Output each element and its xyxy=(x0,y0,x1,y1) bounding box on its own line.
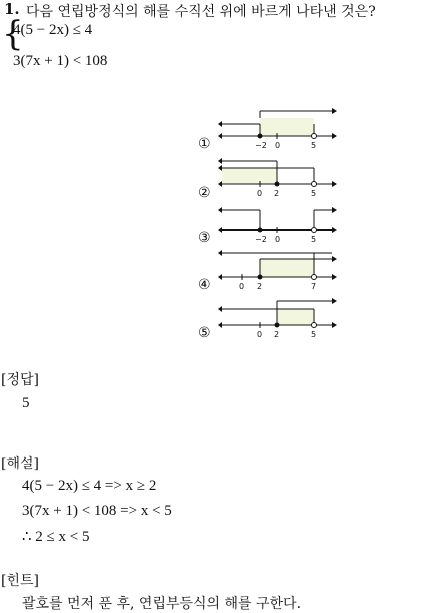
explanation-line-3: ∴ 2 ≤ x < 5 xyxy=(22,529,90,545)
choice-5-tick-c: 5 xyxy=(311,330,317,339)
answer-label: [정답] xyxy=(1,372,39,388)
choice-4-tick-b: 2 xyxy=(257,282,263,291)
choice-1-tick-a: −2 xyxy=(255,141,267,150)
choice-2-number-line xyxy=(218,154,338,204)
choice-5-tick-b: 2 xyxy=(274,330,280,339)
choice-4-tick-a: 0 xyxy=(239,282,245,291)
choice-4-marker: ④ xyxy=(198,277,211,293)
choice-2-tick-a: 0 xyxy=(257,189,263,198)
inequality-1: 4(5 − 2x) ≤ 4 xyxy=(13,22,93,38)
choice-5-tick-a: 0 xyxy=(257,330,263,339)
hint-label: [힌트] xyxy=(1,573,39,589)
choice-2-marker: ② xyxy=(198,185,211,201)
inequality-2: 3(7x + 1) < 108 xyxy=(13,53,108,69)
choice-3-tick-c: 5 xyxy=(311,235,317,244)
choice-3-marker: ③ xyxy=(198,230,211,246)
choice-1-number-line xyxy=(218,106,338,156)
answer-value: 5 xyxy=(22,395,30,411)
question-number: 1. xyxy=(4,0,20,18)
choice-4-tick-c: 7 xyxy=(311,282,317,291)
question-text: 다음 연립방정식의 해를 수직선 위에 바르게 나타낸 것은? xyxy=(26,4,376,20)
system-brace: { xyxy=(2,14,24,54)
choice-4-number-line xyxy=(218,248,338,298)
choice-5-marker: ⑤ xyxy=(198,325,211,341)
choice-1-marker: ① xyxy=(198,136,211,152)
choice-3-tick-a: −2 xyxy=(255,235,267,244)
choice-2-tick-b: 2 xyxy=(274,189,280,198)
choice-1-tick-c: 5 xyxy=(311,141,317,150)
explanation-label: [해설] xyxy=(1,456,39,472)
explanation-line-1: 4(5 − 2x) ≤ 4 => x ≥ 2 xyxy=(22,478,157,494)
choice-3-number-line xyxy=(218,200,338,250)
explanation-line-2: 3(7x + 1) < 108 => x < 5 xyxy=(22,503,172,519)
choice-3-tick-b: 0 xyxy=(275,235,281,244)
choice-2-tick-c: 5 xyxy=(311,189,317,198)
choice-1-tick-b: 0 xyxy=(275,141,281,150)
hint-text: 괄호를 먼저 푼 후, 연립부등식의 해를 구한다. xyxy=(22,596,302,612)
choice-5-number-line xyxy=(218,295,338,345)
